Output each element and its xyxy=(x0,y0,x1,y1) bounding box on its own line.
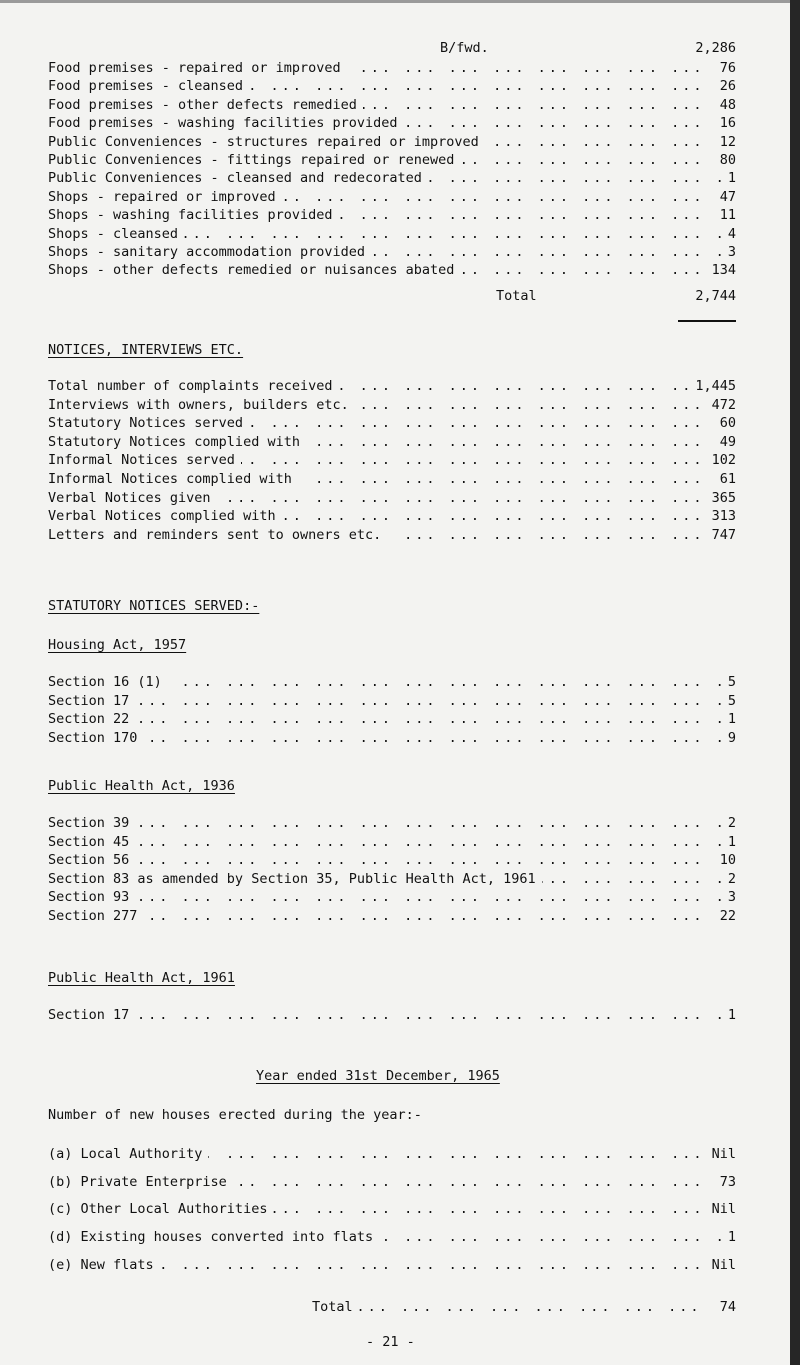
notice-row xyxy=(48,469,736,489)
notice-value: 313 xyxy=(706,506,736,526)
dot-leader xyxy=(48,813,736,833)
housing-section-value: 5 xyxy=(722,691,736,711)
notice-value: 49 xyxy=(714,432,736,452)
notice-label: Total number of complaints received xyxy=(48,376,338,396)
page-number: - 21 - xyxy=(366,1334,415,1350)
houses-total-label: Total xyxy=(312,1297,359,1317)
food-premises-label: Shops - other defects remedied or nuisances abated xyxy=(48,260,460,280)
ph1936-section-row xyxy=(48,869,736,889)
housing-section-label: Section 22 xyxy=(48,709,135,729)
housing-section-row xyxy=(48,709,736,729)
housing-section-row xyxy=(48,691,736,711)
notice-label: Informal Notices served xyxy=(48,450,241,470)
year-heading: Year ended 31st December, 1965 xyxy=(256,1068,500,1084)
houses-row xyxy=(48,1227,736,1247)
ph1936-section-label: Section 83 as amended by Section 35, Public Health Act, 1961 xyxy=(48,869,542,889)
ph1936-section-row xyxy=(48,906,736,926)
notice-row xyxy=(48,395,736,415)
houses-row xyxy=(48,1172,736,1192)
food-premises-label: Public Conveniences - cleansed and redecorated xyxy=(48,168,428,188)
dot-leader xyxy=(48,832,736,852)
housing-section-value: 5 xyxy=(722,672,736,692)
food-premises-label: Food premises - repaired or improved xyxy=(48,58,347,78)
houses-label: (a) Local Authority xyxy=(48,1144,208,1164)
houses-value: Nil xyxy=(706,1199,736,1219)
food-premises-row xyxy=(48,132,736,152)
houses-total-row xyxy=(312,1297,736,1317)
food-premises-label: Food premises - other defects remedied xyxy=(48,95,363,115)
food-premises-label: Shops - cleansed xyxy=(48,224,184,244)
food-premises-row xyxy=(48,205,736,225)
houses-row xyxy=(48,1255,736,1275)
ph1936-section-row xyxy=(48,813,736,833)
ph1936-section-value: 2 xyxy=(722,869,736,889)
notice-label: Verbal Notices complied with xyxy=(48,506,282,526)
dot-leader xyxy=(48,906,736,926)
total-label: Total xyxy=(496,288,537,304)
dot-leader xyxy=(48,850,736,870)
dot-leader xyxy=(48,728,736,748)
statutory-heading: STATUTORY NOTICES SERVED:- xyxy=(48,598,260,614)
food-premises-row xyxy=(48,58,736,78)
houses-value: 73 xyxy=(714,1172,736,1192)
houses-label: (c) Other Local Authorities xyxy=(48,1199,273,1219)
notice-value: 60 xyxy=(714,413,736,433)
food-premises-value: 12 xyxy=(714,132,736,152)
housing-section-label: Section 16 (1) xyxy=(48,672,168,692)
dot-leader xyxy=(312,1297,736,1317)
food-premises-row xyxy=(48,113,736,133)
ph1961-section-label: Section 17 xyxy=(48,1005,135,1025)
notice-row xyxy=(48,525,736,545)
housing-section-value: 9 xyxy=(722,728,736,748)
housing-section-row xyxy=(48,728,736,748)
food-premises-value: 26 xyxy=(714,76,736,96)
notice-row xyxy=(48,488,736,508)
food-premises-row xyxy=(48,187,736,207)
houses-value: 1 xyxy=(722,1227,736,1247)
ph1936-section-row xyxy=(48,850,736,870)
food-premises-row xyxy=(48,224,736,244)
food-premises-value: 80 xyxy=(714,150,736,170)
food-premises-value: 16 xyxy=(714,113,736,133)
scan-edge xyxy=(790,0,800,1365)
food-premises-value: 3 xyxy=(722,242,736,262)
food-premises-value: 47 xyxy=(714,187,736,207)
houses-label: (e) New flats xyxy=(48,1255,160,1275)
notice-value: 365 xyxy=(706,488,736,508)
notice-row xyxy=(48,376,736,396)
notice-value: 1,445 xyxy=(689,376,736,396)
houses-label: (b) Private Enterprise xyxy=(48,1172,233,1192)
notice-label: Statutory Notices complied with xyxy=(48,432,306,452)
food-premises-label: Public Conveniences - structures repaired or improved xyxy=(48,132,485,152)
food-premises-label: Shops - sanitary accommodation provided xyxy=(48,242,371,262)
notice-value: 102 xyxy=(706,450,736,470)
ph1936-section-label: Section 93 xyxy=(48,887,135,907)
houses-row xyxy=(48,1199,736,1219)
food-premises-label: Food premises - cleansed xyxy=(48,76,249,96)
food-premises-row xyxy=(48,95,736,115)
ph1936-section-label: Section 45 xyxy=(48,832,135,852)
houses-total-value: 74 xyxy=(714,1297,736,1317)
food-premises-row xyxy=(48,168,736,188)
food-premises-value: 11 xyxy=(714,205,736,225)
notice-row xyxy=(48,506,736,526)
housing-act-heading: Housing Act, 1957 xyxy=(48,637,187,653)
ph1936-heading: Public Health Act, 1936 xyxy=(48,778,235,794)
ph1936-section-label: Section 39 xyxy=(48,813,135,833)
total-value: 2,744 xyxy=(695,288,736,304)
food-premises-value: 1 xyxy=(722,168,736,188)
notice-label: Letters and reminders sent to owners etc. xyxy=(48,525,387,545)
food-premises-row xyxy=(48,76,736,96)
notice-label: Statutory Notices served xyxy=(48,413,249,433)
ph1936-section-label: Section 277 xyxy=(48,906,143,926)
notice-row xyxy=(48,450,736,470)
housing-section-row xyxy=(48,672,736,692)
houses-intro: Number of new houses erected during the year:- xyxy=(48,1107,422,1123)
food-premises-value: 76 xyxy=(714,58,736,78)
food-premises-row xyxy=(48,260,736,280)
notice-value: 747 xyxy=(706,525,736,545)
notice-value: 472 xyxy=(706,395,736,415)
food-premises-row xyxy=(48,242,736,262)
food-premises-label: Public Conveniences - fittings repaired or renewed xyxy=(48,150,460,170)
ph1936-section-row xyxy=(48,887,736,907)
ph1961-heading: Public Health Act, 1961 xyxy=(48,970,235,986)
notice-label: Interviews with owners, builders etc. xyxy=(48,395,355,415)
food-premises-label: Shops - washing facilities provided xyxy=(48,205,338,225)
dot-leader xyxy=(48,691,736,711)
food-premises-value: 134 xyxy=(706,260,736,280)
food-premises-value: 48 xyxy=(714,95,736,115)
housing-section-label: Section 17 xyxy=(48,691,135,711)
dot-leader xyxy=(48,1005,736,1025)
ph1961-section-value: 1 xyxy=(722,1005,736,1025)
houses-label: (d) Existing houses converted into flats xyxy=(48,1227,379,1247)
ph1936-section-value: 3 xyxy=(722,887,736,907)
houses-row xyxy=(48,1144,736,1164)
bfwd-value: 2,286 xyxy=(695,40,736,56)
ph1936-section-value: 2 xyxy=(722,813,736,833)
ph1936-section-value: 1 xyxy=(722,832,736,852)
ph1961-section-row xyxy=(48,1005,736,1025)
food-premises-row xyxy=(48,150,736,170)
houses-value: Nil xyxy=(706,1144,736,1164)
houses-value: Nil xyxy=(706,1255,736,1275)
housing-section-value: 1 xyxy=(722,709,736,729)
food-premises-label: Food premises - washing facilities provided xyxy=(48,113,404,133)
notice-label: Verbal Notices given xyxy=(48,488,217,508)
dot-leader xyxy=(48,709,736,729)
ph1936-section-row xyxy=(48,832,736,852)
ph1936-section-value: 10 xyxy=(714,850,736,870)
food-premises-value: 4 xyxy=(722,224,736,244)
notice-row xyxy=(48,432,736,452)
notice-row xyxy=(48,413,736,433)
notices-heading: NOTICES, INTERVIEWS ETC. xyxy=(48,342,244,358)
food-premises-label: Shops - repaired or improved xyxy=(48,187,282,207)
top-edge xyxy=(0,0,790,3)
bfwd-label: B/fwd. xyxy=(440,40,489,56)
dot-leader xyxy=(48,887,736,907)
ph1936-section-value: 22 xyxy=(714,906,736,926)
notice-label: Informal Notices complied with xyxy=(48,469,298,489)
housing-section-label: Section 170 xyxy=(48,728,143,748)
notice-value: 61 xyxy=(714,469,736,489)
total-double-underline xyxy=(678,320,736,322)
ph1936-section-label: Section 56 xyxy=(48,850,135,870)
